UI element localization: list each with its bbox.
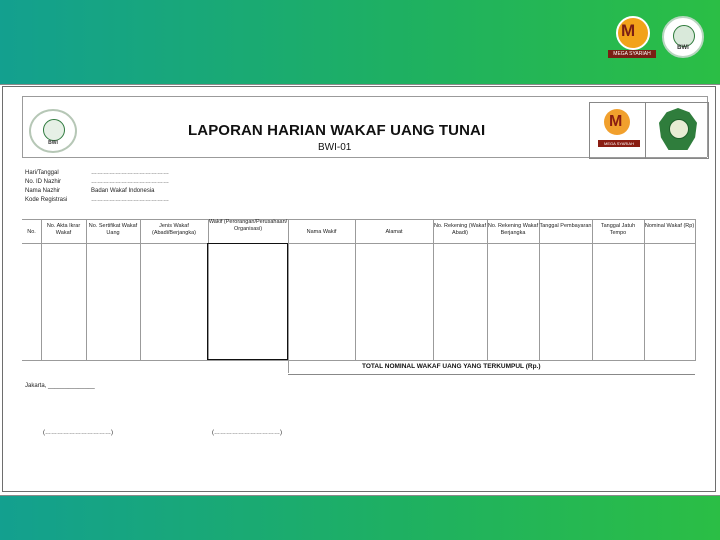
column-wakif: Wakif (Perorangan/Perusahaan/ Organisasi): [208, 219, 288, 232]
document-preview: [0, 84, 720, 496]
bwi-seal-emblem: [43, 119, 65, 141]
col-divider-11: [644, 219, 645, 361]
col-divider-2: [86, 219, 87, 361]
top-border: [22, 96, 707, 97]
mega-syariah-logo-caption: MEGA SYARIAH: [608, 50, 656, 58]
col-divider-5: [288, 219, 289, 373]
column-jatuh-tempo: Tanggal Jatuh Tempo: [600, 223, 636, 236]
meta-value-date: …………………………………: [91, 170, 169, 176]
column-rekening-abadi: No. Rekening (Wakaf Abadi): [433, 223, 487, 236]
column-nama: Nama Wakif: [306, 229, 337, 235]
bwi-seal-logo: [29, 109, 77, 153]
date-line: Jakarta, ______________: [25, 383, 95, 389]
total-label: TOTAL NOMINAL WAKAF UANG YANG TERKUMPUL (Rp.): [362, 363, 541, 370]
column-tgl-bayar: Tanggal Pembayaran: [539, 223, 592, 229]
document-title: LAPORAN HARIAN WAKAF UANG TUNAI: [188, 122, 486, 139]
column-jenis: Jenis Wakaf (Abadi/Berjangka): [151, 223, 197, 236]
signature-left: (……………………………): [43, 430, 113, 436]
header-left-border: [22, 96, 23, 157]
column-no: No.: [27, 229, 36, 235]
table-header-bottom-border: [22, 243, 695, 244]
col-divider-1: [41, 219, 42, 361]
signature-right: (……………………………): [212, 430, 282, 436]
logo-divider: [645, 103, 646, 158]
col-divider-3: [140, 219, 141, 361]
column-nominal: Nominal Wakaf (Rp): [644, 223, 695, 229]
table-right-border: [695, 219, 696, 361]
bwi-logo-text: BWI: [677, 45, 689, 51]
total-row-border: [288, 374, 695, 375]
meta-labels: [25, 169, 67, 205]
document-code: BWI-01: [318, 142, 352, 153]
kemenag-logo: [659, 108, 697, 150]
column-akta: No. Akta Ikrar Wakaf: [46, 223, 81, 236]
kemenag-logo-center: [669, 119, 689, 139]
col-divider-8: [487, 219, 488, 361]
col-divider-9: [539, 219, 540, 361]
mega-syariah-logo: [608, 16, 656, 60]
column-alamat: Alamat: [385, 229, 403, 235]
col-divider-6: [355, 219, 356, 361]
meta-value-code: …………………………………: [91, 197, 169, 203]
meta-label-id: No. ID Nazhir: [25, 179, 62, 185]
table-body-bottom-border: [22, 360, 695, 361]
column-rekening-berjangka: No. Rekening Wakaf Berjangka: [487, 223, 539, 236]
meta-label-date: Hari/Tanggal: [25, 170, 59, 176]
column-sertifikat: No. Sertifikat Wakaf Uang: [88, 223, 138, 236]
table-top-border: [22, 219, 695, 220]
meta-label-code: Kode Registrasi: [25, 197, 68, 203]
bwi-logo-emblem: [673, 25, 695, 47]
mega-syariah-doc-logo: [598, 109, 640, 151]
meta-values: [91, 169, 169, 205]
col-divider-10: [592, 219, 593, 361]
mega-syariah-doc-logo-caption: MEGA SYARIAH: [598, 140, 640, 147]
bwi-seal-text: BWI: [48, 140, 58, 146]
meta-label-name: Nama Nazhir: [25, 188, 61, 194]
col-divider-7: [433, 219, 434, 361]
meta-value-name: Badan Wakaf Indonesia: [91, 188, 155, 194]
mega-syariah-doc-logo-mark: M: [609, 113, 623, 130]
mega-syariah-logo-mark: M: [621, 21, 636, 40]
meta-value-id: …………………………………: [91, 179, 169, 185]
selected-cell[interactable]: [207, 243, 288, 360]
partner-logos-box: [589, 102, 709, 159]
bwi-logo: [662, 16, 704, 58]
report-table: [22, 219, 695, 373]
